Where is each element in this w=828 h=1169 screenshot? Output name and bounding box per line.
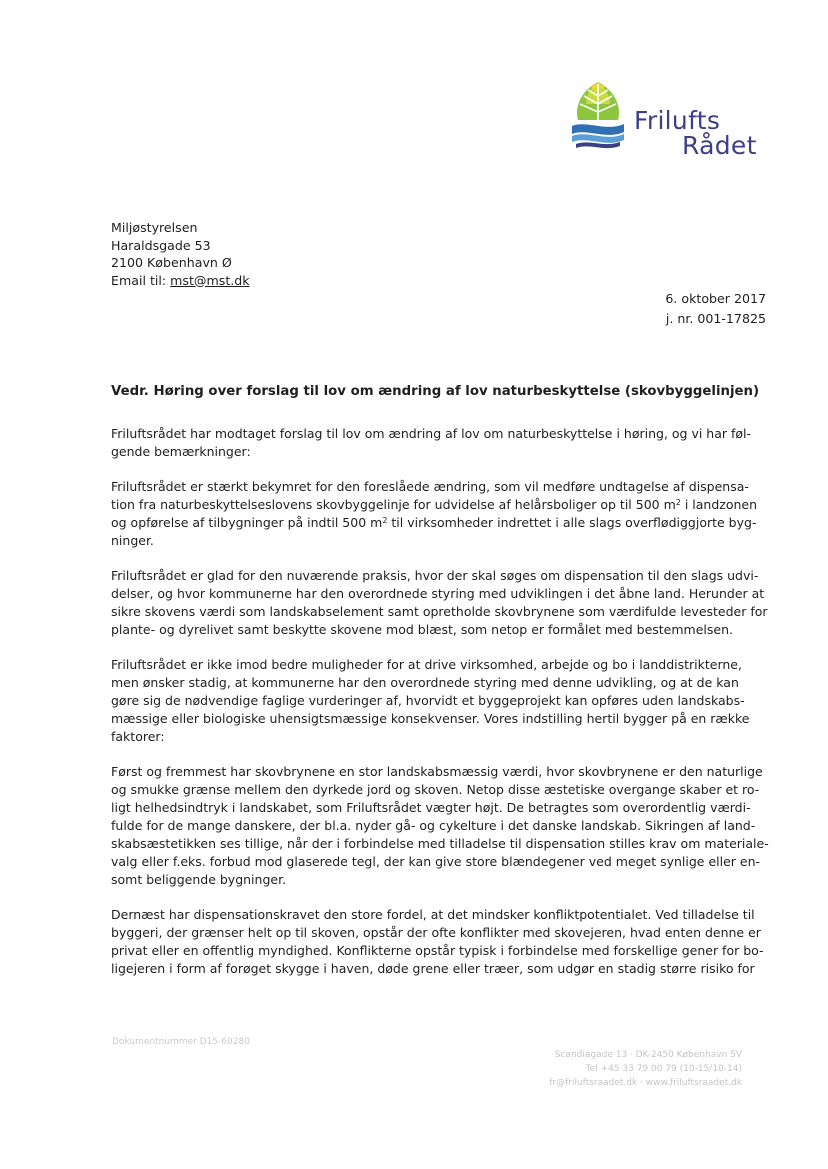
text-fragment: tion fra naturbeskyttelseslovens skovbyggelinje for udvidelse af helårsboliger op til 500 m [111, 497, 676, 512]
text-line: Friluftsrådet er glad for den nuværende praksis, hvor der skal søges om dispensation til den slags udvi- [111, 568, 759, 583]
paragraph [111, 425, 752, 461]
text-line: delser, og hvor kommunerne har den overordnede styring med udviklingen i det åbne land. Herunder at [111, 586, 765, 601]
recipient-address [111, 219, 250, 289]
paragraph [111, 656, 750, 746]
footer-contact [549, 1048, 742, 1090]
leaf-logo-icon [566, 76, 630, 156]
email-link[interactable]: mst@mst.dk [170, 272, 250, 288]
document-number: Dokumentnummer D15-60280 [112, 1037, 250, 1047]
date-block [665, 289, 766, 328]
recipient-email-row [111, 272, 250, 290]
text-fragment: og opførelse af tilbygninger på indtil 500 m [111, 515, 383, 530]
text-line: byggeri, der grænser helt op til skoven, opstår der ofte konflikter med skovejeren, hvad enten denne er [111, 925, 761, 940]
logo-text-frilufts: Frilufts [634, 106, 721, 135]
text-line-with-superscript [111, 514, 757, 532]
text-fragment: i landzonen [680, 497, 758, 512]
recipient-street: Haraldsgade 53 [111, 237, 211, 253]
text-line: faktorer: [111, 729, 165, 744]
text-line: plante- og dyrelivet samt beskytte skovene mod blæst, som netop er formålet med bestemmelsen. [111, 622, 733, 637]
text-line: men ønsker stadig, at kommunerne har den overordnede styring med denne udvikling, og at de kan [111, 675, 739, 690]
recipient-city: 2100 København Ø [111, 255, 232, 270]
superscript: 2 [675, 498, 681, 507]
superscript: 2 [382, 516, 388, 525]
paragraph [111, 763, 769, 889]
text-line: fulde for de mange danskere, der bl.a. nyder gå- og cykelture i det danske landskab. Sikringen af land- [111, 818, 756, 833]
text-line: ligejeren i form af forøget skygge i haven, døde grene eller træer, som udgør en stadig større risiko for [111, 961, 755, 976]
footer-web: fr@friluftsraadet.dk · www.friluftsraadet.dk [549, 1078, 742, 1088]
letter-date: 6. oktober 2017 [665, 291, 766, 306]
recipient-name: Miljøstyrelsen [111, 220, 198, 235]
paragraph [111, 567, 768, 639]
paragraph [111, 906, 764, 978]
friluftsraadet-logo [566, 76, 766, 166]
text-line: Friluftsrådet er stærkt bekymret for den foreslåede ændring, som vil medføre undtagelse af dispensa- [111, 479, 749, 494]
text-line: gøre sig de nødvendige faglige vurderinger af, hvorvidt et byggeprojekt kan opføres uden landskabs- [111, 693, 745, 708]
text-line-with-superscript [111, 496, 758, 514]
footer-phone: Tel +45 33 79 00 79 (10-15/10-14) [585, 1064, 742, 1074]
text-line: Først og fremmest har skovbrynene en stor landskabsmæssig værdi, hvor skovbrynene er den naturlige [111, 764, 763, 779]
text-line: ligt helhedsindtryk i landskabet, som Friluftsrådet vægter højt. De betragtes som overordentlig værdi- [111, 800, 751, 815]
text-line: og smukke grænse mellem den dyrkede jord og skoven. Netop disse æstetiske overgange skaber et ro- [111, 782, 760, 797]
text-line: Friluftsrådet har modtaget forslag til lov om ændring af lov om naturbeskyttelse i høring, og vi har føl- [111, 426, 752, 441]
text-line: Dernæst har dispensationskravet den store fordel, at det mindsker konfliktpotentialet. Ved tilladelse til [111, 907, 755, 922]
text-line: ninger. [111, 533, 154, 548]
text-line: gende bemærkninger: [111, 444, 251, 459]
paragraph [111, 478, 758, 550]
footer-address: Scandiagade 13 · DK-2450 København SV [554, 1050, 742, 1060]
text-line: Friluftsrådet er ikke imod bedre muligheder for at drive virksomhed, arbejde og bo i landdistrikterne, [111, 657, 742, 672]
journal-number: j. nr. 001-17825 [665, 310, 766, 326]
text-line: mæssige eller biologiske uhensigtsmæssige konsekvenser. Vores indstilling hertil bygger på en række [111, 711, 750, 726]
letter-body [111, 425, 769, 995]
text-line: sikre skovens værdi som landskabselement samt opretholde skovbrynene som værdifulde levesteder for [111, 604, 768, 619]
text-line: valg eller f.eks. forbud mod glaserede tegl, der kan give store blændegener ved meget synlige eller en- [111, 854, 761, 869]
subject-line: Vedr. Høring over forslag til lov om ændring af lov naturbeskyttelse (skovbyggelinjen) [111, 384, 760, 399]
text-line: somt beliggende bygninger. [111, 872, 287, 887]
text-fragment: til virksomheder indrettet i alle slags overflødiggjorte byg- [387, 515, 757, 530]
text-line: skabsæstetikken ses tillige, når der i forbindelse med tilladelse til dispensation stilles krav om materiale- [111, 836, 769, 851]
logo-text-raadet: Rådet [682, 131, 757, 160]
email-label: Email til: [111, 272, 167, 288]
text-line: privat eller en offentlig myndighed. Konflikterne opstår typisk i forbindelse med forskellige gener for bo- [111, 943, 764, 958]
